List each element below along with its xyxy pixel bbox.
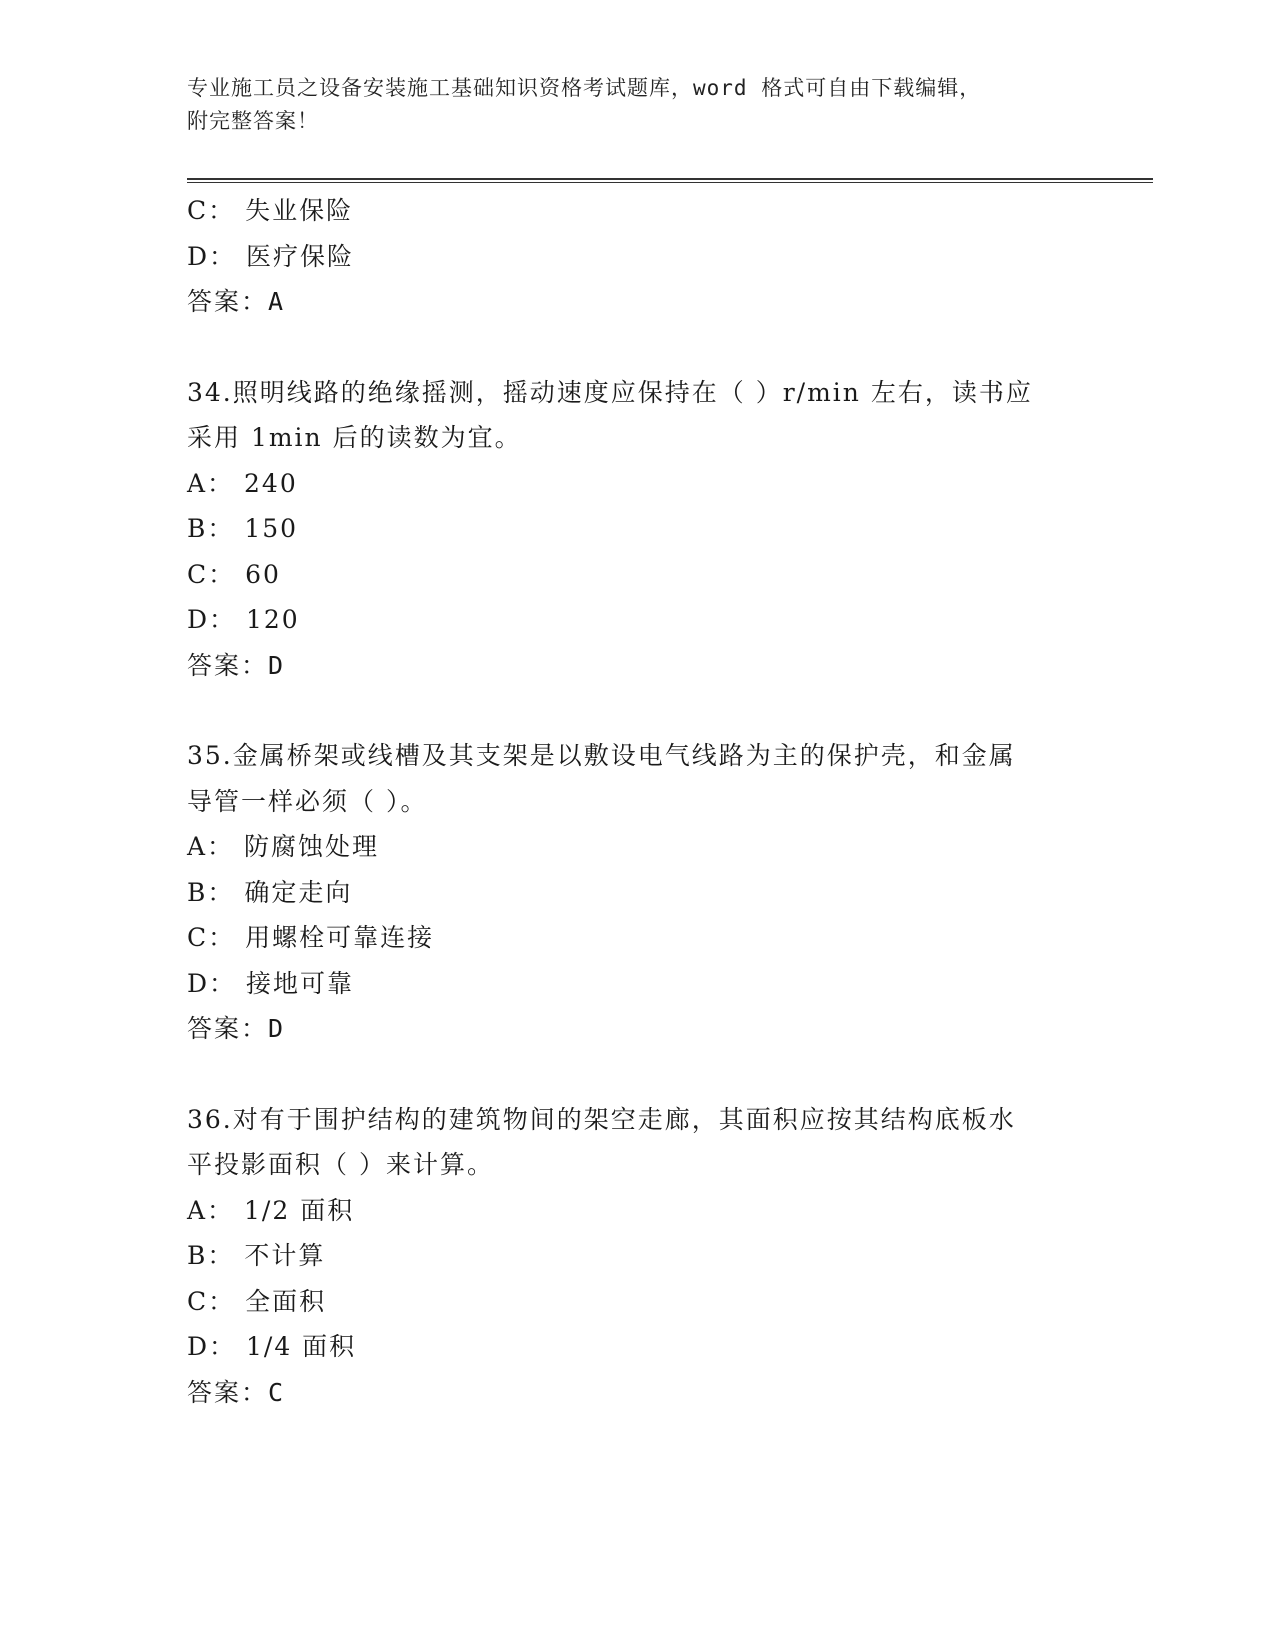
answer-line xyxy=(187,643,1087,689)
option-label: A： xyxy=(187,468,235,498)
document-body xyxy=(187,188,1087,1415)
question-text-line-1: 34.照明线路的绝缘摇测，摇动速度应保持在（ ）r/min 左右，读书应 xyxy=(187,377,1033,407)
option-label: C： xyxy=(187,559,236,589)
option-label: C： xyxy=(187,196,236,225)
option-label: D： xyxy=(187,241,237,271)
option-label: A： xyxy=(187,1195,235,1225)
option-label: C： xyxy=(187,923,236,952)
option-text: 60 xyxy=(245,559,281,589)
option-text: 240 xyxy=(244,468,298,498)
option-d xyxy=(187,234,1087,280)
option-label: D： xyxy=(187,1332,237,1361)
option-text: 失业保险 xyxy=(245,196,354,225)
option-label: C： xyxy=(187,1286,236,1316)
option-label: D： xyxy=(187,605,237,634)
question-text-line-2: 导管一样必须（ ）。 xyxy=(187,786,428,816)
option-label: B： xyxy=(187,877,235,907)
option-text: 全面积 xyxy=(245,1286,327,1316)
option-text: 不计算 xyxy=(244,1241,326,1270)
answer-label: 答案： xyxy=(187,287,269,316)
header-line-2: 附完整答案！ xyxy=(187,109,319,133)
question-text-line-2: 平投影面积（ ）来计算。 xyxy=(187,1150,494,1179)
answer-label: 答案： xyxy=(187,1377,269,1407)
option-b xyxy=(187,1233,1087,1279)
question-34 xyxy=(187,370,1087,689)
answer-line xyxy=(187,1370,1087,1416)
option-c xyxy=(187,1279,1087,1325)
option-text: 医疗保险 xyxy=(246,241,355,271)
option-a xyxy=(187,824,1087,870)
answer-value: D xyxy=(268,650,286,680)
option-b xyxy=(187,870,1087,916)
option-d xyxy=(187,1324,1087,1370)
page-header xyxy=(187,72,1087,138)
option-text: 接地可靠 xyxy=(246,968,355,998)
option-text: 用螺栓可靠连接 xyxy=(245,923,435,952)
header-divider xyxy=(187,178,1153,183)
answer-value: A xyxy=(268,287,286,316)
option-c xyxy=(187,552,1087,598)
question-text-line-1: 36.对有于围护结构的建筑物间的架空走廊，其面积应按其结构底板水 xyxy=(187,1104,1016,1134)
option-text: 防腐蚀处理 xyxy=(244,832,380,861)
question-36 xyxy=(187,1097,1087,1416)
option-c xyxy=(187,188,1087,234)
option-label: D： xyxy=(187,968,237,998)
question-35 xyxy=(187,733,1087,1052)
prev-question-block xyxy=(187,188,1087,325)
option-text: 确定走向 xyxy=(244,877,353,907)
option-label: B： xyxy=(187,514,235,543)
option-text: 1/4 面积 xyxy=(246,1332,357,1361)
answer-line xyxy=(187,1006,1087,1052)
option-text: 120 xyxy=(246,605,300,634)
option-d xyxy=(187,961,1087,1007)
answer-value: C xyxy=(268,1377,286,1407)
option-b xyxy=(187,506,1087,552)
option-text: 1/2 面积 xyxy=(244,1195,355,1225)
answer-label: 答案： xyxy=(187,650,269,680)
question-text-line-1: 35.金属桥架或线槽及其支架是以敷设电气线路为主的保护壳，和金属 xyxy=(187,741,1016,770)
option-a xyxy=(187,1188,1087,1234)
answer-value: D xyxy=(268,1014,286,1043)
answer-label: 答案： xyxy=(187,1014,269,1043)
option-label: B： xyxy=(187,1241,235,1270)
option-c xyxy=(187,915,1087,961)
option-text: 150 xyxy=(244,514,299,543)
option-d xyxy=(187,597,1087,643)
answer-line xyxy=(187,279,1087,325)
question-text-line-2: 采用 1min 后的读数为宜。 xyxy=(187,423,522,452)
option-a xyxy=(187,461,1087,507)
option-label: A： xyxy=(187,832,235,861)
header-line-1: 专业施工员之设备安装施工基础知识资格考试题库，word 格式可自由下载编辑， xyxy=(187,76,982,100)
